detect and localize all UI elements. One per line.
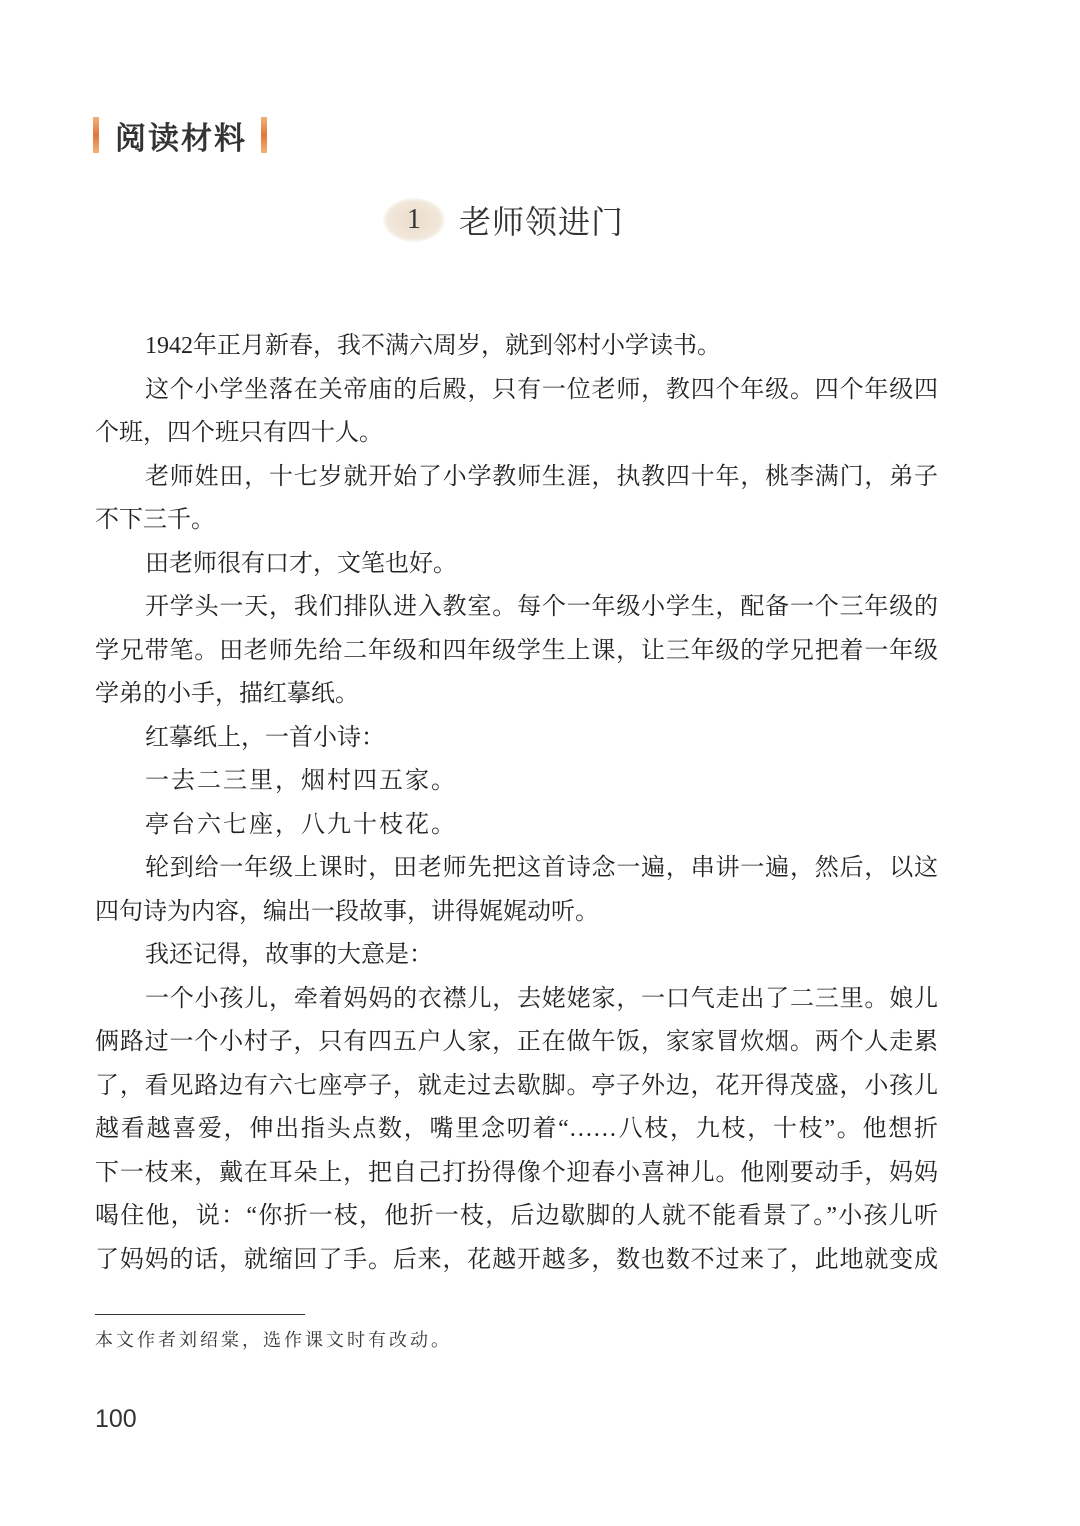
text-line: 老师姓田，十七岁就开始了小学教师生涯，执教四十年，桃李满门，弟子 bbox=[145, 463, 938, 490]
accent-bar-left bbox=[93, 117, 99, 153]
text-line: 我还记得，故事的大意是： bbox=[145, 942, 433, 968]
text-line: 俩路过一个小村子，只有四五户人家，正在做午饭，家家冒炊烟。两个人走累 bbox=[95, 1029, 938, 1055]
text-line: 不下三千。 bbox=[95, 507, 215, 533]
text-line: 越看越喜爱，伸出指头点数，嘴里念叨着“……八枝，九枝，十枝”。他想折 bbox=[95, 1116, 938, 1142]
text-line: 了妈妈的话，就缩回了手。后来，花越开越多，数也数不过来了，此地就变成 bbox=[95, 1246, 938, 1273]
text-line: 个班，四个班只有四十人。 bbox=[95, 420, 383, 446]
article-title: 老师领进门 bbox=[459, 204, 625, 240]
text-line: 田老师很有口才，文笔也好。 bbox=[145, 550, 457, 577]
text-line: 1942年正月新春，我不满六周岁，就到邻村小学读书。 bbox=[145, 333, 721, 359]
article-number-badge: 1 bbox=[383, 198, 445, 242]
text-line: 这个小学坐落在关帝庙的后殿，只有一位老师，教四个年级。四个年级四 bbox=[145, 376, 938, 403]
poem-line: 一去二三里，烟村四五家。 bbox=[145, 768, 457, 794]
text-line: 轮到给一年级上课时，田老师先把这首诗念一遍，串讲一遍，然后，以这 bbox=[145, 855, 938, 881]
text-line: 了，看见路边有六七座亭子，就走过去歇脚。亭子外边，花开得茂盛，小孩儿 bbox=[95, 1072, 938, 1099]
text-line: 四句诗为内容，编出一段故事，讲得娓娓动听。 bbox=[95, 898, 599, 925]
section-header bbox=[93, 115, 267, 155]
article-body bbox=[95, 325, 938, 1282]
section-title: 阅读材料 bbox=[115, 120, 247, 156]
text-line: 喝住他，说：“你折一枝，他折一枝，后边歇脚的人就不能看景了。”小孩儿听 bbox=[95, 1203, 938, 1229]
text-line: 红摹纸上，一首小诗： bbox=[145, 724, 385, 751]
accent-bar-right bbox=[261, 117, 267, 153]
footnote: 本文作者刘绍棠，选作课文时有改动。 bbox=[95, 1330, 452, 1350]
text-line: 开学头一天，我们排队进入教室。每个一年级小学生，配备一个三年级的 bbox=[145, 594, 938, 620]
text-line: 下一枝来，戴在耳朵上，把自己打扮得像个迎春小喜神儿。他刚要动手，妈妈 bbox=[95, 1159, 938, 1186]
text-line: 一个小孩儿，牵着妈妈的衣襟儿，去姥姥家，一口气走出了二三里。娘儿 bbox=[145, 985, 938, 1012]
footnote-divider bbox=[95, 1314, 305, 1315]
article-heading bbox=[383, 196, 624, 244]
text-line: 学弟的小手，描红摹纸。 bbox=[95, 681, 359, 707]
page-number: 100 bbox=[95, 1405, 137, 1433]
text-line: 学兄带笔。田老师先给二年级和四年级学生上课，让三年级的学兄把着一年级 bbox=[95, 637, 938, 664]
poem-line: 亭台六七座，八九十枝花。 bbox=[145, 811, 457, 838]
